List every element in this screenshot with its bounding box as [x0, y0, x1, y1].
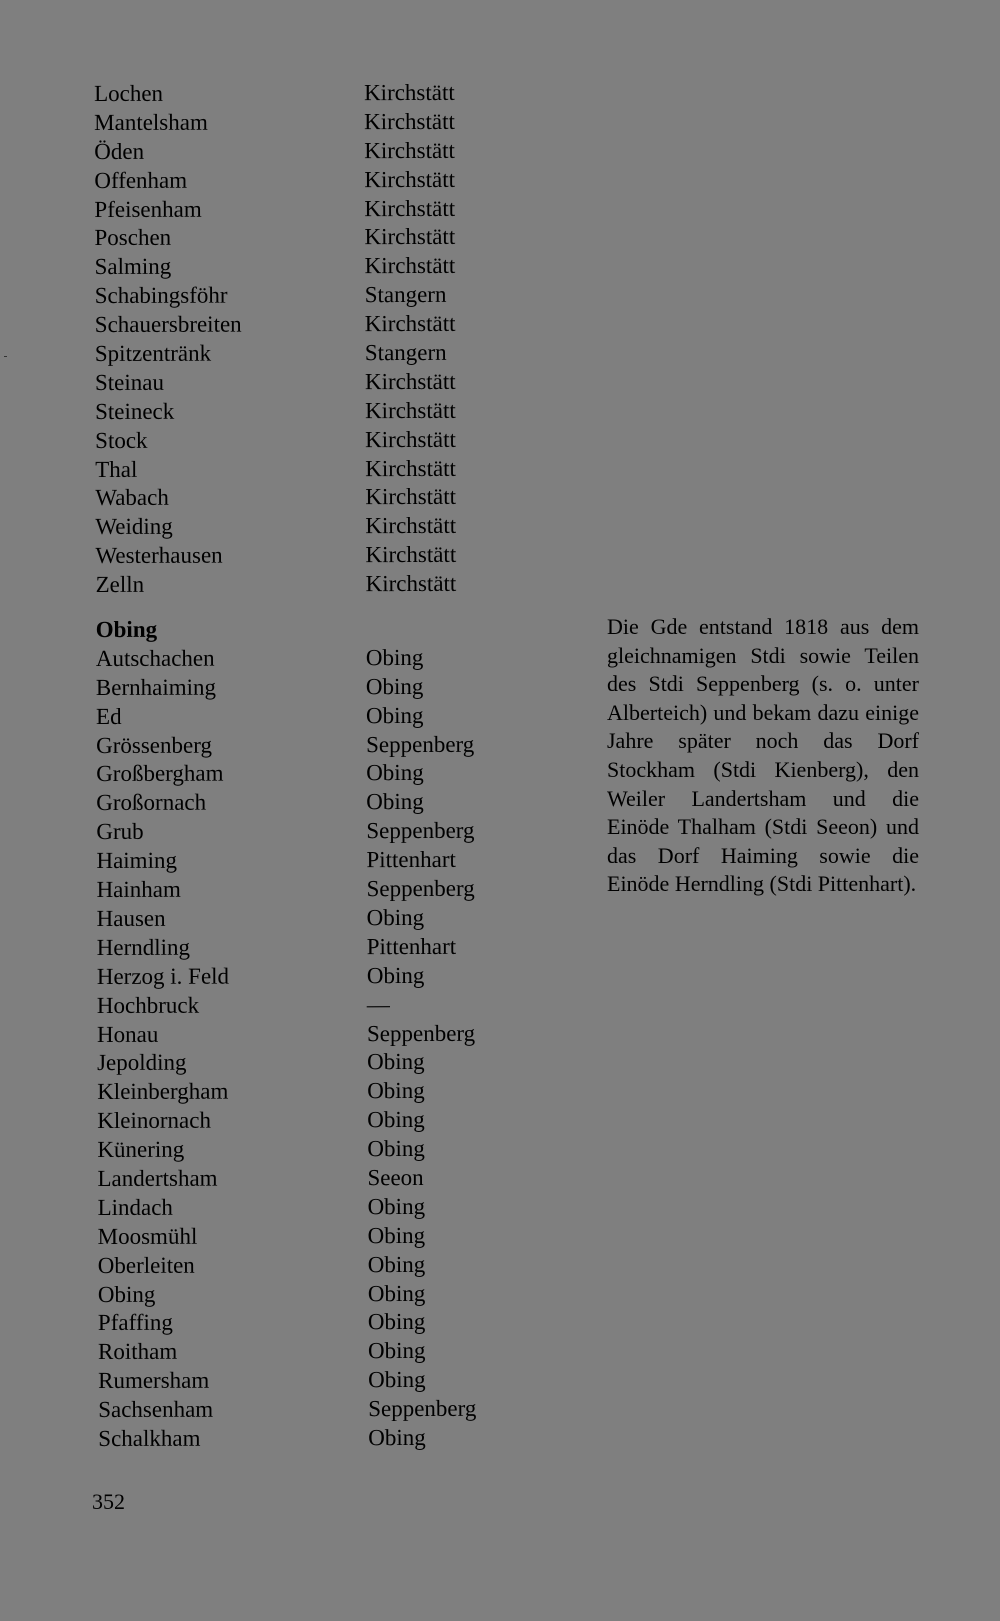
table-row — [95, 512, 535, 542]
place-name: Landertsham — [97, 1165, 218, 1191]
table-row — [98, 1337, 538, 1367]
district-name: Obing — [367, 1107, 425, 1133]
district-name: Obing — [367, 1280, 426, 1306]
table-row — [94, 165, 534, 195]
place-name: Schabingsföhr — [94, 282, 228, 309]
table-row — [95, 281, 535, 311]
district-name: Kirchstätt — [364, 310, 456, 337]
district-name: Obing — [365, 644, 424, 671]
place-name: Steinau — [94, 369, 164, 395]
district-name: Kirchstätt — [365, 513, 457, 539]
district-name: Stangern — [364, 282, 447, 308]
section-note-obing: Die Gde entstand 1818 aus dem gleichnamigen Stdi sowie Teilen des Stdi Seppenberg (s. o. unter Alberteich) und bekam dazu einige Jahre später noch das Dorf Stockham (Stdi Kienberg), den Weiler Landertsham und die Einöde Thalham (Stdi Seeon) und das Dorf Haiming sowie die Einöde Herndling (Stdi Pittenhart). — [607, 614, 919, 897]
district-name: Seppenberg — [366, 1020, 476, 1046]
place-name: Rumersham — [98, 1367, 210, 1394]
table-row — [95, 396, 535, 426]
place-name: Lindach — [97, 1194, 173, 1220]
district-name: Obing — [365, 702, 424, 728]
table-row — [97, 1048, 537, 1078]
place-name: Grössenberg — [96, 732, 212, 758]
table-row — [97, 1077, 537, 1107]
district-name: Obing — [368, 1424, 426, 1451]
district-name: Kirchstätt — [365, 397, 456, 423]
place-name: Kleinbergham — [97, 1078, 229, 1105]
district-name: Obing — [367, 1193, 426, 1219]
table-row — [95, 368, 535, 398]
table-row — [97, 932, 537, 962]
table-row — [98, 1424, 538, 1454]
place-name: Westerhausen — [95, 542, 223, 569]
table-row — [94, 136, 534, 166]
district-name: Obing — [368, 1367, 426, 1393]
place-name: Mantelsham — [94, 109, 208, 135]
table-row — [97, 1019, 537, 1049]
place-name: Weiding — [95, 514, 173, 540]
table-row — [97, 875, 537, 905]
table-row — [98, 1221, 538, 1251]
place-name: Offenham — [94, 167, 188, 193]
place-name: Moosmühl — [97, 1223, 198, 1249]
place-name: Haiming — [96, 847, 177, 874]
place-name: Großbergham — [96, 761, 224, 787]
district-name: Seppenberg — [368, 1395, 477, 1422]
table-row — [95, 310, 535, 340]
table-row — [98, 1250, 538, 1280]
district-name: Obing — [367, 1251, 426, 1277]
place-table — [94, 79, 538, 1454]
place-name: Hainham — [96, 876, 181, 903]
table-row — [96, 846, 536, 876]
table-row — [94, 194, 534, 224]
table-row — [97, 1192, 537, 1222]
place-name: Spitzentränk — [94, 340, 212, 367]
scan-artifact — [4, 356, 7, 357]
place-name: Autschachen — [95, 645, 215, 671]
district-name: Kirchstätt — [365, 426, 456, 452]
place-name: Herndling — [96, 934, 191, 960]
table-row — [96, 759, 536, 789]
table-row — [95, 339, 535, 369]
district-name: Kirchstätt — [364, 368, 456, 395]
table-row — [96, 788, 536, 818]
district-name: Obing — [367, 1222, 426, 1248]
section-gap — [96, 599, 536, 616]
district-name: Kirchstätt — [364, 253, 456, 279]
place-name: Poschen — [94, 225, 172, 251]
table-row — [96, 730, 536, 760]
place-name: Öden — [94, 138, 145, 164]
district-name: Stangern — [364, 339, 447, 366]
table-row — [96, 701, 536, 731]
district-name: Kirchstätt — [365, 571, 457, 597]
place-name: Jepolding — [97, 1050, 187, 1076]
place-name: Ed — [95, 703, 122, 729]
district-name: Kirchstätt — [364, 166, 456, 192]
table-row — [96, 644, 536, 674]
place-name: Hochbruck — [96, 992, 200, 1018]
place-name: Künering — [97, 1136, 185, 1163]
table-row — [95, 454, 535, 484]
district-name: Obing — [367, 1309, 426, 1335]
district-name: Kirchstätt — [364, 79, 455, 106]
district-name: Pittenhart — [366, 847, 456, 873]
table-row — [97, 1164, 537, 1194]
place-name: Bernhaiming — [95, 674, 217, 700]
table-row — [97, 1106, 537, 1136]
table-row — [97, 904, 537, 934]
district-name: Kirchstätt — [365, 542, 457, 568]
place-name: Wabach — [95, 485, 169, 511]
place-name: Herzog i. Feld — [96, 963, 230, 989]
district-name: Pittenhart — [366, 933, 457, 959]
place-name: Zelln — [95, 571, 145, 598]
place-name: Salming — [94, 254, 172, 280]
district-name: Obing — [367, 1078, 425, 1104]
table-row — [95, 541, 535, 571]
district-name: Kirchstätt — [365, 455, 456, 481]
district-name: Obing — [367, 1136, 425, 1162]
table-row — [94, 79, 534, 109]
table-row — [96, 570, 536, 600]
place-name: Grub — [96, 819, 144, 845]
place-name: Thal — [95, 456, 138, 482]
district-name: Obing — [366, 789, 424, 815]
table-row — [97, 990, 537, 1020]
district-name: Kirchstätt — [364, 108, 455, 135]
table-row — [98, 1279, 538, 1309]
table-row — [97, 961, 537, 991]
place-name: Steineck — [95, 398, 175, 424]
table-row — [94, 223, 534, 253]
obing-rows — [96, 644, 539, 1454]
table-row — [98, 1395, 538, 1425]
district-name: — — [366, 991, 390, 1017]
place-name: Obing — [97, 1281, 156, 1307]
table-row — [96, 672, 536, 702]
place-name: Schalkham — [98, 1425, 201, 1451]
place-name: Hausen — [96, 905, 166, 931]
table-row — [98, 1366, 538, 1396]
place-name: Stock — [95, 427, 148, 453]
table-row — [98, 1308, 538, 1338]
place-name: Oberleiten — [97, 1252, 195, 1278]
place-name: Lochen — [94, 80, 164, 106]
district-name: Obing — [366, 904, 425, 931]
district-name: Obing — [367, 1338, 426, 1364]
district-name: Seppenberg — [366, 818, 475, 844]
place-name: Roitham — [97, 1339, 178, 1365]
district-name: Obing — [366, 760, 424, 786]
table-row — [95, 252, 535, 282]
section-heading-obing: Obing — [95, 616, 158, 643]
place-name: Schauersbreiten — [94, 311, 242, 338]
district-name: Seeon — [367, 1164, 424, 1191]
district-name: Kirchstätt — [364, 224, 456, 250]
district-name: Kirchstätt — [364, 137, 455, 163]
table-row — [95, 425, 535, 455]
place-name: Kleinornach — [97, 1107, 211, 1134]
district-name: Obing — [367, 1049, 425, 1075]
table-row — [96, 817, 536, 847]
place-name: Pfaffing — [97, 1310, 173, 1336]
district-name: Kirchstätt — [364, 195, 456, 221]
district-name: Seppenberg — [366, 875, 475, 902]
kirchstaett-rows — [94, 79, 536, 600]
district-name: Obing — [365, 673, 424, 699]
district-name: Obing — [366, 962, 425, 988]
table-row — [94, 108, 534, 138]
place-name: Großornach — [96, 790, 207, 816]
place-name: Sachsenham — [98, 1396, 214, 1423]
place-name: Pfeisenham — [94, 196, 202, 222]
district-name: Kirchstätt — [365, 484, 457, 510]
table-row — [97, 1135, 537, 1165]
page-number: 352 — [92, 1489, 125, 1514]
district-name: Seppenberg — [366, 731, 475, 757]
table-row — [95, 483, 535, 513]
place-name: Honau — [96, 1021, 159, 1047]
